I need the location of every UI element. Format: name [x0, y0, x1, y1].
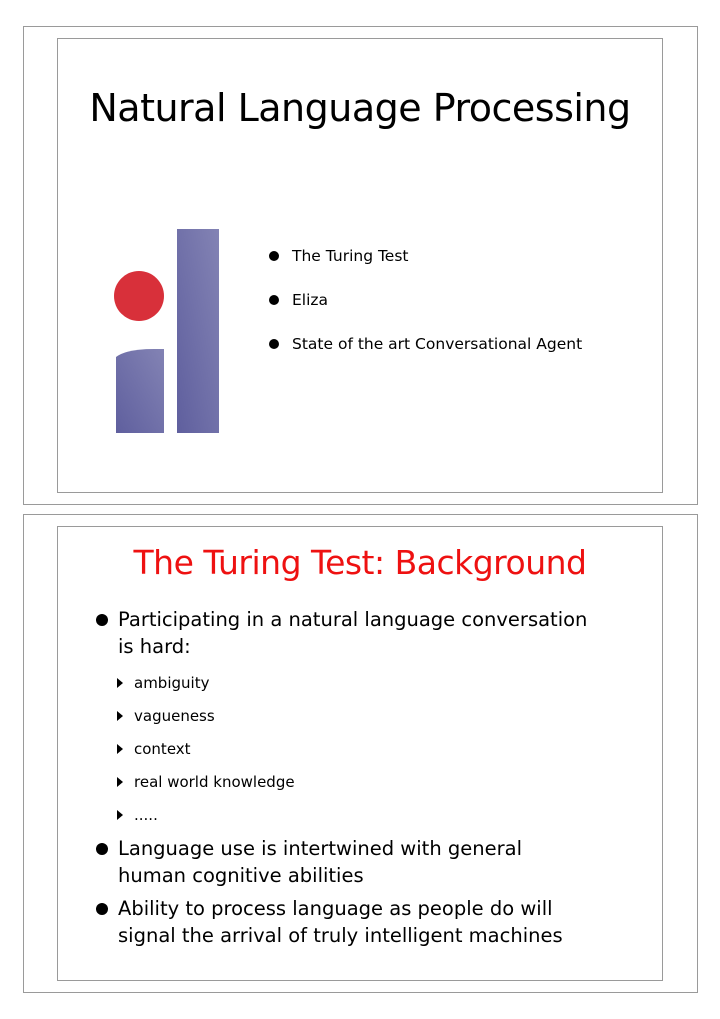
sub-item-ambiguity: ambiguity	[134, 673, 209, 693]
il-logo-icon	[110, 225, 225, 437]
slide-1-bullet-eliza: Eliza	[264, 289, 582, 333]
triangle-bullet-icon	[117, 711, 123, 721]
triangle-bullet-icon	[117, 777, 123, 787]
slide-1-bullet-agent: State of the art Conversational Agent	[264, 333, 582, 377]
logo-right-bar	[177, 229, 219, 433]
sub-item-vagueness: vagueness	[134, 706, 215, 726]
triangle-bullet-icon	[117, 810, 123, 820]
bullet-dot-icon	[269, 339, 279, 349]
bullet-dot-icon	[96, 903, 108, 915]
logo-red-circle	[114, 271, 164, 321]
slide-2-title: The Turing Test: Background	[133, 543, 587, 582]
slide-2-bullet-ability: Ability to process language as people do will signal the arrival of truly intelligent machines	[118, 895, 608, 949]
slide-1-bullet-list	[264, 245, 582, 377]
logo-left-bar	[116, 349, 164, 433]
slide-2-bullet-participating: Participating in a natural language conversation is hard:	[118, 606, 598, 660]
slide-1-title: Natural Language Processing	[89, 86, 631, 130]
bullet-dot-icon	[96, 614, 108, 626]
bullet-dot-icon	[269, 251, 279, 261]
slide-2-bullet-language-use: Language use is intertwined with general human cognitive abilities	[118, 835, 588, 889]
triangle-bullet-icon	[117, 678, 123, 688]
triangle-bullet-icon	[117, 744, 123, 754]
slide-1-bullet-turing: The Turing Test	[264, 245, 582, 289]
sub-item-ellipsis: .....	[134, 805, 158, 825]
sub-item-context: context	[134, 739, 191, 759]
sub-item-real-world-knowledge: real world knowledge	[134, 772, 295, 792]
bullet-dot-icon	[269, 295, 279, 305]
bullet-dot-icon	[96, 843, 108, 855]
